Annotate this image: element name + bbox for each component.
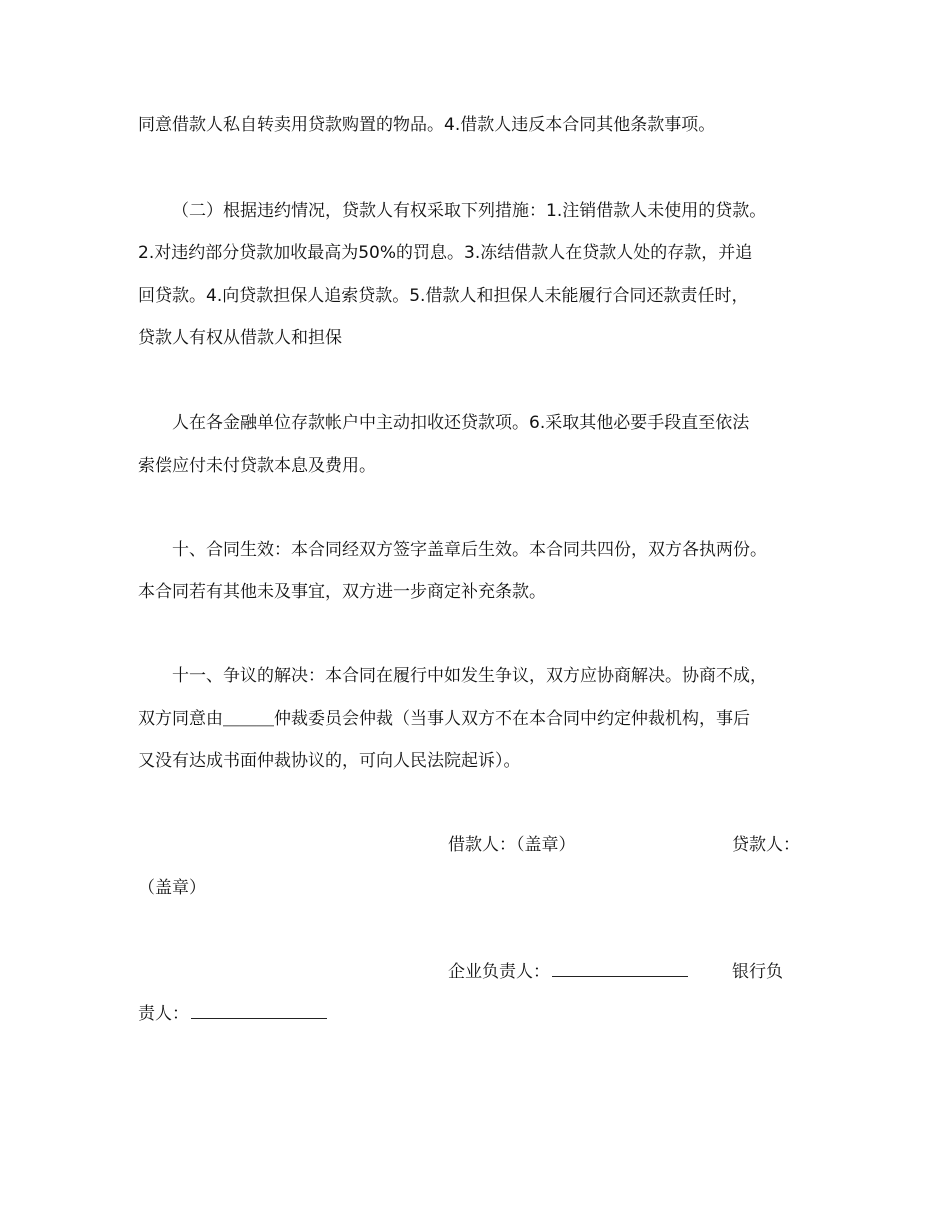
enterprise-head-field [448,960,688,984]
paragraph-line: 同意借款人私自转卖用贷款购置的物品。4.借款人违反本合同其他条款事项。 [138,115,716,135]
enterprise-head-blank-line [552,962,688,977]
paragraph-line: （二）根据违约情况，贷款人有权采取下列措施：1.注销借款人未使用的贷款。 [172,201,767,221]
paragraph-line: 索偿应付未付贷款本息及费用。 [138,456,376,476]
paragraph-line: 回贷款。4.向贷款担保人追索贷款。5.借款人和担保人未能履行合同还款责任时， [138,286,749,306]
bank-head-blank-line [191,1004,327,1019]
paragraph-line: 十、合同生效：本合同经双方签字盖章后生效。本合同共四份，双方各执两份。 [172,540,767,560]
bank-head-field [138,1002,327,1026]
enterprise-head-label: 企业负责人： [448,962,550,982]
paragraph-line: 十一、争议的解决：本合同在履行中如发生争议，双方应协商解决。协商不成， [172,666,767,686]
paragraph-line: 贷款人有权从借款人和担保 [138,328,342,348]
lender-seal-label: （盖章） [138,878,206,898]
borrower-signature-label: 借款人：（盖章） [448,835,576,855]
paragraph-line: 双方同意由＿＿＿仲裁委员会仲裁（当事人双方不在本合同中约定仲裁机构，事后 [138,709,750,729]
lender-signature-label: 贷款人： [732,835,800,855]
paragraph-line: 又没有达成书面仲裁协议的，可向人民法院起诉）。 [138,751,521,771]
bank-head-label-part1: 银行负 [732,962,783,982]
paragraph-line: 人在各金融单位存款帐户中主动扣收还贷款项。6.采取其他必要手段直至依法 [172,413,750,433]
paragraph-line: 2.对违约部分贷款加收最高为50%的罚息。3.冻结借款人在贷款人处的存款，并追 [138,243,753,263]
bank-head-label-part2: 责人： [138,1004,189,1024]
paragraph-line: 本合同若有其他未及事宜，双方进一步商定补充条款。 [138,582,546,602]
